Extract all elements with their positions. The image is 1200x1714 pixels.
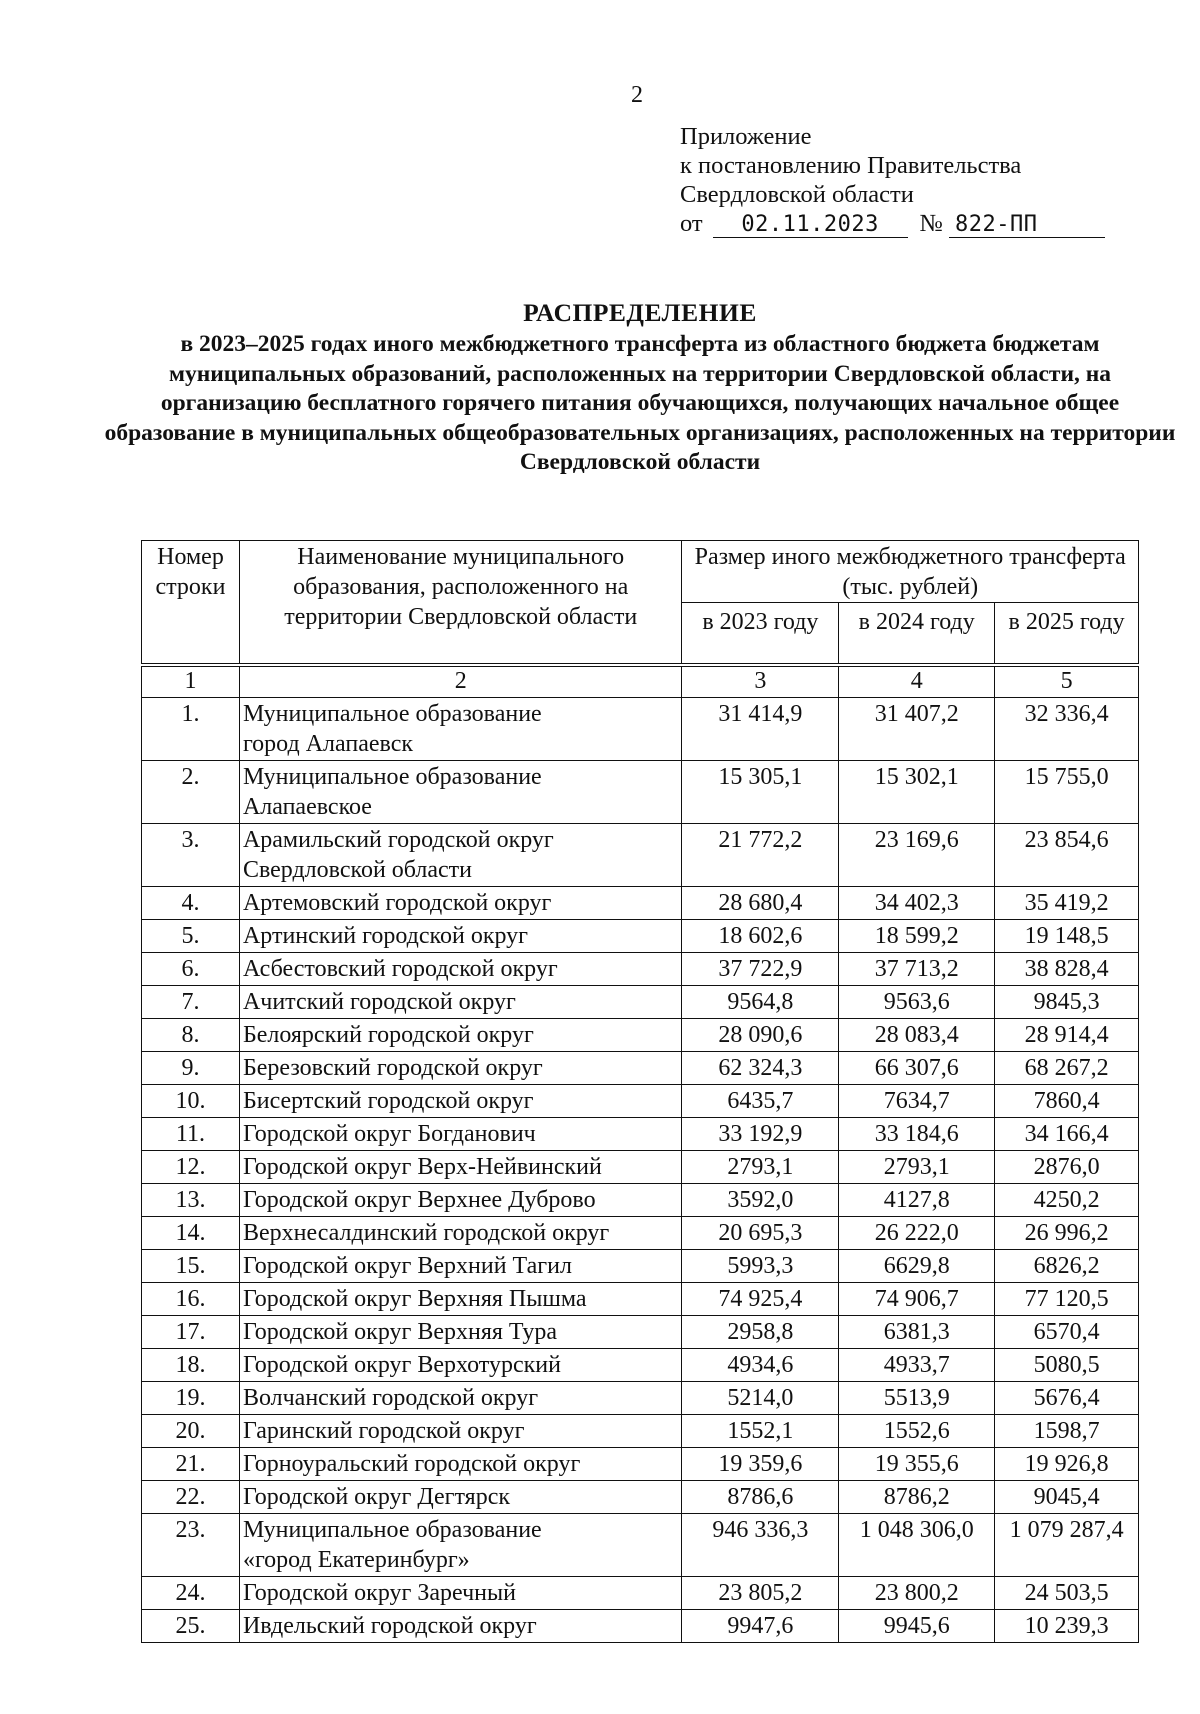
amount-2024-cell: 23 800,2 <box>839 1577 995 1610</box>
table-row <box>142 1481 1139 1514</box>
appendix-line-2: к постановлению Правительства <box>680 152 1022 179</box>
row-number-cell: 24. <box>142 1577 240 1610</box>
row-number-cell: 10. <box>142 1085 240 1118</box>
amount-2024-cell: 9563,6 <box>839 986 995 1019</box>
decree-date: 02.11.2023 <box>713 213 908 238</box>
municipality-name-cell: Бисертский городской округ <box>239 1085 682 1118</box>
municipality-name-cell: Муниципальное образование «город Екатеринбург» <box>239 1514 682 1577</box>
amount-2025-cell: 35 419,2 <box>995 887 1139 920</box>
amount-2025-cell: 28 914,4 <box>995 1019 1139 1052</box>
row-number-cell: 3. <box>142 824 240 887</box>
amount-2024-cell: 7634,7 <box>839 1085 995 1118</box>
header-transfer-amount: Размер иного межбюджетного трансферта (тыс. рублей) <box>682 541 1139 603</box>
municipality-name-cell: Городской округ Верхнее Дуброво <box>239 1184 682 1217</box>
municipality-name-cell: Березовский городской округ <box>239 1052 682 1085</box>
table-header <box>142 541 1139 666</box>
column-index: 3 <box>682 665 839 698</box>
amount-2023-cell: 18 602,6 <box>682 920 839 953</box>
table-row <box>142 1283 1139 1316</box>
title-block <box>100 298 1180 478</box>
row-number-cell: 14. <box>142 1217 240 1250</box>
distribution-table <box>141 540 1139 1643</box>
amount-2024-cell: 26 222,0 <box>839 1217 995 1250</box>
table-row <box>142 1118 1139 1151</box>
row-number-cell: 6. <box>142 953 240 986</box>
amount-2024-cell: 5513,9 <box>839 1382 995 1415</box>
row-number-cell: 21. <box>142 1448 240 1481</box>
amount-2024-cell: 31 407,2 <box>839 698 995 761</box>
table-row <box>142 698 1139 761</box>
amount-2024-cell: 6629,8 <box>839 1250 995 1283</box>
amount-2025-cell: 1598,7 <box>995 1415 1139 1448</box>
decree-number: 822-ПП <box>949 213 1105 238</box>
amount-2023-cell: 4934,6 <box>682 1349 839 1382</box>
municipality-name-cell: Верхнесалдинский городской округ <box>239 1217 682 1250</box>
amount-2023-cell: 6435,7 <box>682 1085 839 1118</box>
amount-2024-cell: 6381,3 <box>839 1316 995 1349</box>
amount-2025-cell: 77 120,5 <box>995 1283 1139 1316</box>
amount-2024-cell: 33 184,6 <box>839 1118 995 1151</box>
header-year-2025: в 2025 году <box>995 603 1139 666</box>
amount-2024-cell: 1 048 306,0 <box>839 1514 995 1577</box>
row-number-cell: 9. <box>142 1052 240 1085</box>
amount-2023-cell: 5214,0 <box>682 1382 839 1415</box>
municipality-name-cell: Арамильский городской округ Свердловской области <box>239 824 682 887</box>
amount-2023-cell: 28 090,6 <box>682 1019 839 1052</box>
table-row <box>142 1217 1139 1250</box>
table-row <box>142 1577 1139 1610</box>
amount-2025-cell: 68 267,2 <box>995 1052 1139 1085</box>
amount-2024-cell: 1552,6 <box>839 1415 995 1448</box>
column-index: 5 <box>995 665 1139 698</box>
header-year-2023: в 2023 году <box>682 603 839 666</box>
amount-2025-cell: 9845,3 <box>995 986 1139 1019</box>
table-row <box>142 824 1139 887</box>
amount-2025-cell: 19 926,8 <box>995 1448 1139 1481</box>
table-row <box>142 1250 1139 1283</box>
amount-2023-cell: 946 336,3 <box>682 1514 839 1577</box>
municipality-name-cell: Муниципальное образование Алапаевское <box>239 761 682 824</box>
table-row <box>142 1316 1139 1349</box>
amount-2023-cell: 19 359,6 <box>682 1448 839 1481</box>
amount-2025-cell: 34 166,4 <box>995 1118 1139 1151</box>
table-row <box>142 1415 1139 1448</box>
row-number-cell: 20. <box>142 1415 240 1448</box>
table-row <box>142 1349 1139 1382</box>
amount-2024-cell: 66 307,6 <box>839 1052 995 1085</box>
row-number-cell: 13. <box>142 1184 240 1217</box>
amount-2025-cell: 19 148,5 <box>995 920 1139 953</box>
table-row <box>142 1151 1139 1184</box>
row-number-cell: 8. <box>142 1019 240 1052</box>
amount-2024-cell: 28 083,4 <box>839 1019 995 1052</box>
amount-2023-cell: 21 772,2 <box>682 824 839 887</box>
amount-2023-cell: 9564,8 <box>682 986 839 1019</box>
table-row <box>142 1085 1139 1118</box>
table-row <box>142 1448 1139 1481</box>
row-number-cell: 2. <box>142 761 240 824</box>
amount-2023-cell: 15 305,1 <box>682 761 839 824</box>
row-number-cell: 1. <box>142 698 240 761</box>
municipality-name-cell: Ивдельский городской округ <box>239 1610 682 1643</box>
amount-2025-cell: 24 503,5 <box>995 1577 1139 1610</box>
amount-2023-cell: 1552,1 <box>682 1415 839 1448</box>
municipality-name-cell: Городской округ Верхняя Тура <box>239 1316 682 1349</box>
municipality-name-cell: Волчанский городской округ <box>239 1382 682 1415</box>
from-label: от <box>680 210 703 237</box>
amount-2023-cell: 2793,1 <box>682 1151 839 1184</box>
appendix-line-3: Свердловской области <box>680 181 914 208</box>
row-number-cell: 19. <box>142 1382 240 1415</box>
municipality-name-cell: Артемовский городской округ <box>239 887 682 920</box>
column-index: 2 <box>239 665 682 698</box>
municipality-name-cell: Гаринский городской округ <box>239 1415 682 1448</box>
table-row <box>142 1382 1139 1415</box>
table-row <box>142 986 1139 1019</box>
amount-2023-cell: 33 192,9 <box>682 1118 839 1151</box>
amount-2025-cell: 23 854,6 <box>995 824 1139 887</box>
table-row <box>142 1052 1139 1085</box>
municipality-name-cell: Муниципальное образование город Алапаевск <box>239 698 682 761</box>
amount-2023-cell: 2958,8 <box>682 1316 839 1349</box>
amount-2024-cell: 34 402,3 <box>839 887 995 920</box>
amount-2024-cell: 4127,8 <box>839 1184 995 1217</box>
row-number-cell: 15. <box>142 1250 240 1283</box>
appendix-block <box>680 122 1105 238</box>
table-row <box>142 1514 1139 1577</box>
amount-2023-cell: 5993,3 <box>682 1250 839 1283</box>
amount-2025-cell: 6570,4 <box>995 1316 1139 1349</box>
row-number-cell: 17. <box>142 1316 240 1349</box>
header-row-number: Номер строки <box>142 541 240 666</box>
amount-2023-cell: 62 324,3 <box>682 1052 839 1085</box>
amount-2024-cell: 23 169,6 <box>839 824 995 887</box>
row-number-cell: 22. <box>142 1481 240 1514</box>
column-index: 1 <box>142 665 240 698</box>
municipality-name-cell: Артинский городской округ <box>239 920 682 953</box>
amount-2025-cell: 6826,2 <box>995 1250 1139 1283</box>
amount-2025-cell: 38 828,4 <box>995 953 1139 986</box>
municipality-name-cell: Горноуральский городской округ <box>239 1448 682 1481</box>
amount-2025-cell: 10 239,3 <box>995 1610 1139 1643</box>
amount-2024-cell: 8786,2 <box>839 1481 995 1514</box>
document-subtitle: в 2023–2025 годах иного межбюджетного трансферта из областного бюджета бюджетам муниципальных образований, расположенных на территории Свердловской области, на организацию бесплатного горячего питания обучающихся, получающих начальное общее образование в муниципальных общеобразовательных организациях, расположенных на территории Свердловской области <box>104 331 1176 475</box>
amount-2024-cell: 19 355,6 <box>839 1448 995 1481</box>
column-index: 4 <box>839 665 995 698</box>
table-row <box>142 953 1139 986</box>
amount-2024-cell: 2793,1 <box>839 1151 995 1184</box>
amount-2023-cell: 31 414,9 <box>682 698 839 761</box>
municipality-name-cell: Городской округ Верхняя Пышма <box>239 1283 682 1316</box>
row-number-cell: 7. <box>142 986 240 1019</box>
amount-2025-cell: 26 996,2 <box>995 1217 1139 1250</box>
table-row <box>142 761 1139 824</box>
header-municipality-name: Наименование муниципального образования, расположенного на территории Свердловской области <box>239 541 682 666</box>
page-number: 2 <box>631 82 643 108</box>
municipality-name-cell: Городской округ Богданович <box>239 1118 682 1151</box>
amount-2024-cell: 15 302,1 <box>839 761 995 824</box>
decree-reference <box>680 209 1105 238</box>
row-number-cell: 25. <box>142 1610 240 1643</box>
amount-2025-cell: 5080,5 <box>995 1349 1139 1382</box>
municipality-name-cell: Городской округ Заречный <box>239 1577 682 1610</box>
table-row <box>142 887 1139 920</box>
amount-2023-cell: 37 722,9 <box>682 953 839 986</box>
municipality-name-cell: Городской округ Верх-Нейвинский <box>239 1151 682 1184</box>
row-number-cell: 16. <box>142 1283 240 1316</box>
municipality-name-cell: Белоярский городской округ <box>239 1019 682 1052</box>
amount-2024-cell: 18 599,2 <box>839 920 995 953</box>
row-number-cell: 23. <box>142 1514 240 1577</box>
header-year-2024: в 2024 году <box>839 603 995 666</box>
table-body <box>142 665 1139 1643</box>
municipality-name-cell: Городской округ Верхотурский <box>239 1349 682 1382</box>
amount-2023-cell: 20 695,3 <box>682 1217 839 1250</box>
row-number-cell: 11. <box>142 1118 240 1151</box>
municipality-name-cell: Асбестовский городской округ <box>239 953 682 986</box>
amount-2025-cell: 2876,0 <box>995 1151 1139 1184</box>
row-number-cell: 12. <box>142 1151 240 1184</box>
municipality-name-cell: Городской округ Верхний Тагил <box>239 1250 682 1283</box>
amount-2025-cell: 1 079 287,4 <box>995 1514 1139 1577</box>
municipality-name-cell: Городской округ Дегтярск <box>239 1481 682 1514</box>
amount-2024-cell: 37 713,2 <box>839 953 995 986</box>
amount-2025-cell: 4250,2 <box>995 1184 1139 1217</box>
appendix-line-1: Приложение <box>680 123 812 150</box>
amount-2024-cell: 74 906,7 <box>839 1283 995 1316</box>
amount-2023-cell: 8786,6 <box>682 1481 839 1514</box>
row-number-cell: 4. <box>142 887 240 920</box>
table-row <box>142 1610 1139 1643</box>
table-row <box>142 1019 1139 1052</box>
column-index-row <box>142 665 1139 698</box>
table-row <box>142 1184 1139 1217</box>
amount-2023-cell: 23 805,2 <box>682 1577 839 1610</box>
amount-2025-cell: 7860,4 <box>995 1085 1139 1118</box>
number-label: № <box>919 210 944 237</box>
table-row <box>142 920 1139 953</box>
amount-2025-cell: 32 336,4 <box>995 698 1139 761</box>
amount-2023-cell: 9947,6 <box>682 1610 839 1643</box>
amount-2023-cell: 28 680,4 <box>682 887 839 920</box>
amount-2023-cell: 3592,0 <box>682 1184 839 1217</box>
amount-2023-cell: 74 925,4 <box>682 1283 839 1316</box>
amount-2025-cell: 15 755,0 <box>995 761 1139 824</box>
document-title: РАСПРЕДЕЛЕНИЕ <box>523 298 757 327</box>
amount-2025-cell: 5676,4 <box>995 1382 1139 1415</box>
row-number-cell: 5. <box>142 920 240 953</box>
row-number-cell: 18. <box>142 1349 240 1382</box>
municipality-name-cell: Ачитский городской округ <box>239 986 682 1019</box>
amount-2024-cell: 9945,6 <box>839 1610 995 1643</box>
amount-2024-cell: 4933,7 <box>839 1349 995 1382</box>
amount-2025-cell: 9045,4 <box>995 1481 1139 1514</box>
